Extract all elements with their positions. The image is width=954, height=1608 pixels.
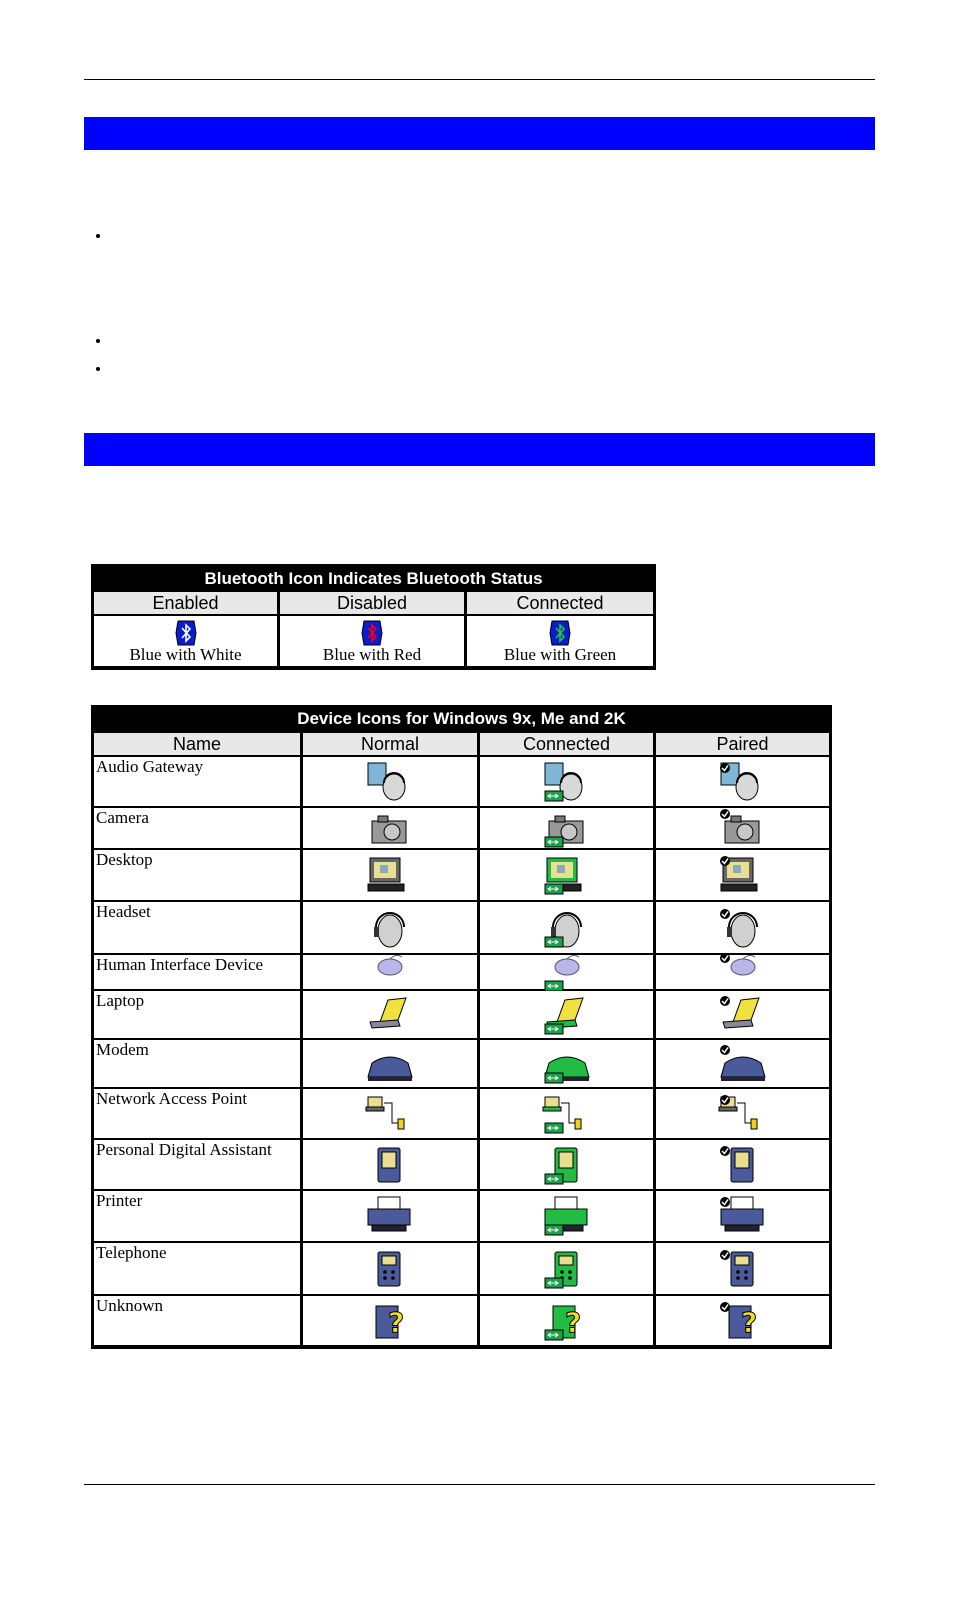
bluetooth-green-icon bbox=[548, 618, 572, 648]
device-icon-cell-normal bbox=[303, 1089, 477, 1138]
device-header-normal: Normal bbox=[303, 733, 477, 755]
audio-gateway-icon bbox=[715, 761, 771, 803]
device-icon-cell-normal bbox=[303, 1296, 477, 1345]
device-icon-cell-normal bbox=[303, 991, 477, 1038]
device-icon-cell-paired bbox=[656, 991, 829, 1038]
headset-icon bbox=[362, 907, 418, 949]
device-name-cell: Personal Digital Assistant bbox=[94, 1140, 300, 1189]
device-icon-cell-connected bbox=[480, 1191, 653, 1241]
device-name-cell: Camera bbox=[94, 808, 300, 848]
desktop-icon bbox=[539, 854, 595, 896]
svg-text:?: ? bbox=[740, 1305, 757, 1339]
mouse-icon bbox=[539, 951, 595, 993]
laptop-icon bbox=[539, 994, 595, 1036]
device-icon-cell-paired bbox=[656, 757, 829, 806]
phone-icon bbox=[539, 1248, 595, 1290]
device-header-name: Name bbox=[94, 733, 300, 755]
modem-icon bbox=[539, 1043, 595, 1085]
device-name-cell: Network Access Point bbox=[94, 1089, 300, 1138]
device-icon-cell-normal bbox=[303, 850, 477, 900]
device-icon-cell-connected bbox=[480, 808, 653, 848]
status-header-connected: Connected bbox=[467, 592, 653, 614]
mouse-icon bbox=[362, 951, 418, 993]
status-header-enabled: Enabled bbox=[94, 592, 277, 614]
mouse-icon bbox=[715, 951, 771, 993]
device-icon-cell-connected bbox=[480, 955, 653, 989]
unknown-device-icon bbox=[362, 1300, 418, 1342]
footer-rule bbox=[84, 1484, 875, 1485]
network-icon bbox=[715, 1093, 771, 1135]
device-icon-cell-normal bbox=[303, 1243, 477, 1294]
status-label-connected: Blue with Green bbox=[503, 645, 617, 664]
status-label-disabled: Blue with Red bbox=[322, 645, 422, 664]
bullet bbox=[96, 339, 100, 343]
device-name-cell: Desktop bbox=[94, 850, 300, 900]
camera-icon bbox=[715, 807, 771, 849]
device-name-cell: Printer bbox=[94, 1191, 300, 1241]
device-table-title: Device Icons for Windows 9x, Me and 2K bbox=[297, 709, 626, 728]
network-icon bbox=[362, 1093, 418, 1135]
device-icon-cell-connected bbox=[480, 1140, 653, 1189]
device-icon-cell-normal bbox=[303, 1140, 477, 1189]
unknown-device-icon bbox=[539, 1300, 595, 1342]
device-header-connected: Connected bbox=[480, 733, 653, 755]
printer-icon bbox=[715, 1195, 771, 1237]
pda-icon bbox=[539, 1144, 595, 1186]
bluetooth-white-icon bbox=[174, 618, 198, 648]
camera-icon bbox=[539, 807, 595, 849]
header-rule bbox=[84, 79, 875, 80]
printer-icon bbox=[539, 1195, 595, 1237]
laptop-icon bbox=[362, 994, 418, 1036]
device-icon-cell-connected bbox=[480, 1296, 653, 1345]
device-icon-cell-connected bbox=[480, 757, 653, 806]
pda-icon bbox=[715, 1144, 771, 1186]
device-icon-cell-connected bbox=[480, 991, 653, 1038]
unknown-device-icon bbox=[715, 1300, 771, 1342]
device-icon-cell-paired bbox=[656, 1243, 829, 1294]
audio-gateway-icon bbox=[362, 761, 418, 803]
svg-text:?: ? bbox=[564, 1305, 581, 1339]
device-icon-cell-paired bbox=[656, 850, 829, 900]
bluetooth-status-table bbox=[91, 564, 656, 670]
bullet bbox=[96, 367, 100, 371]
headset-icon bbox=[715, 907, 771, 949]
status-header-disabled: Disabled bbox=[280, 592, 464, 614]
device-name-cell: Unknown bbox=[94, 1296, 300, 1345]
device-icon-cell-connected bbox=[480, 1089, 653, 1138]
pda-icon bbox=[362, 1144, 418, 1186]
printer-icon bbox=[362, 1195, 418, 1237]
device-icon-cell-normal bbox=[303, 808, 477, 848]
section-bar-1 bbox=[84, 117, 875, 150]
bluetooth-red-icon bbox=[360, 618, 384, 648]
device-icon-cell-normal bbox=[303, 1040, 477, 1087]
phone-icon bbox=[362, 1248, 418, 1290]
laptop-icon bbox=[715, 994, 771, 1036]
device-name-cell: Human Interface Device bbox=[94, 955, 300, 989]
device-icon-cell-normal bbox=[303, 902, 477, 953]
device-icon-cell-connected bbox=[480, 1243, 653, 1294]
headset-icon bbox=[539, 907, 595, 949]
device-icon-cell-connected bbox=[480, 902, 653, 953]
modem-icon bbox=[362, 1043, 418, 1085]
device-header-paired: Paired bbox=[656, 733, 829, 755]
status-table-title: Bluetooth Icon Indicates Bluetooth Status bbox=[204, 569, 543, 588]
desktop-icon bbox=[715, 854, 771, 896]
audio-gateway-icon bbox=[539, 761, 595, 803]
device-icons-table bbox=[91, 705, 832, 1349]
device-icon-cell-connected bbox=[480, 1040, 653, 1087]
device-name-cell: Audio Gateway bbox=[94, 757, 300, 806]
modem-icon bbox=[715, 1043, 771, 1085]
device-icon-cell-paired bbox=[656, 955, 829, 989]
device-name-cell: Laptop bbox=[94, 991, 300, 1038]
device-icon-cell-paired bbox=[656, 1191, 829, 1241]
network-icon bbox=[539, 1093, 595, 1135]
section-bar-2 bbox=[84, 433, 875, 466]
device-name-cell: Modem bbox=[94, 1040, 300, 1087]
camera-icon bbox=[362, 807, 418, 849]
desktop-icon bbox=[362, 854, 418, 896]
device-icon-cell-normal bbox=[303, 757, 477, 806]
svg-text:?: ? bbox=[388, 1305, 405, 1339]
status-cell-disabled bbox=[280, 616, 464, 666]
device-icon-cell-paired bbox=[656, 1296, 829, 1345]
device-name-cell: Telephone bbox=[94, 1243, 300, 1294]
phone-icon bbox=[715, 1248, 771, 1290]
status-label-enabled: Blue with White bbox=[129, 645, 242, 664]
device-icon-cell-normal bbox=[303, 1191, 477, 1241]
device-name-cell: Headset bbox=[94, 902, 300, 953]
status-cell-enabled bbox=[94, 616, 277, 666]
device-icon-cell-paired bbox=[656, 1140, 829, 1189]
bullet bbox=[96, 234, 100, 238]
device-icon-cell-paired bbox=[656, 1040, 829, 1087]
device-icon-cell-paired bbox=[656, 1089, 829, 1138]
device-icon-cell-paired bbox=[656, 902, 829, 953]
device-icon-cell-normal bbox=[303, 955, 477, 989]
device-icon-cell-paired bbox=[656, 808, 829, 848]
status-cell-connected bbox=[467, 616, 653, 666]
device-icon-cell-connected bbox=[480, 850, 653, 900]
